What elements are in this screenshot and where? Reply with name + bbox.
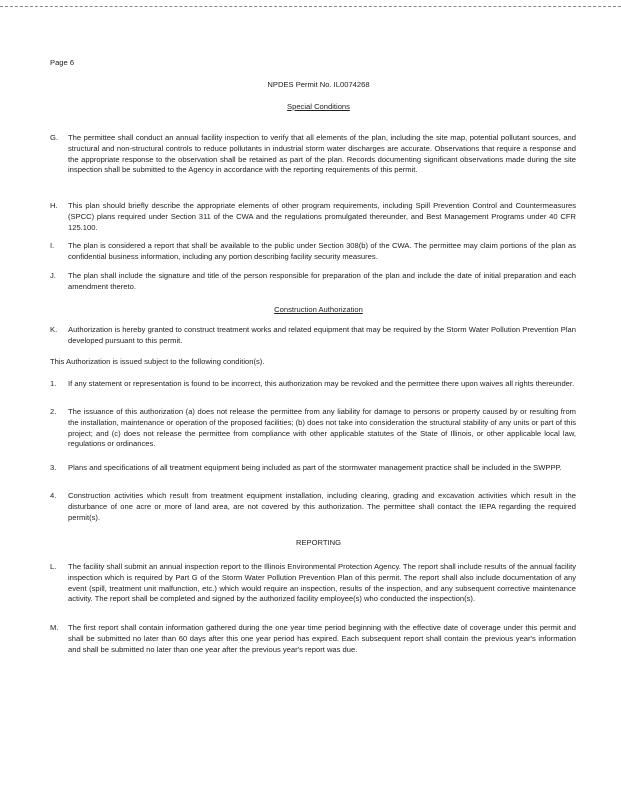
- item-text: The first report shall contain information gathered during the one year time period beginning with the effective date of coverage under this permit and shall be submitted no later than 60 days after this one year period has expired. Each subsequent report shall contain the previous year's information and shall be submitted no later than one year after the previous year's report was due.: [68, 623, 576, 654]
- item-text: Plans and specifications of all treatment equipment being included as part of the stormwater management practice shall be included in the SWPPP.: [68, 463, 562, 472]
- condition-m: [50, 623, 576, 655]
- item-text: The permittee shall conduct an annual facility inspection to verify that all elements of the plan, including the site map, potential pollutant sources, and structural and non-structural controls to reduce pollutants in industrial storm water discharges are accurate. Observations that require a response and the appropriate response to the observation shall be retained as part of the plan. Records documenting significant observations made during the site inspection shall be submitted to the Agency in accordance with the reporting requirements of this permit.: [68, 133, 576, 175]
- numbered-condition-1: [50, 379, 576, 390]
- permit-header: NPDES Permit No. IL0074268: [267, 80, 370, 89]
- item-label: 3.: [50, 463, 57, 472]
- item-label: H.: [50, 201, 58, 210]
- section-special-conditions: Special Conditions: [287, 102, 350, 111]
- condition-g: [50, 133, 576, 176]
- item-text: If any statement or representation is found to be incorrect, this authorization may be revoked and the permittee there upon waives all rights thereunder.: [68, 379, 575, 388]
- item-text: The issuance of this authorization (a) does not release the permittee from any liability for damage to persons or property caused by or resulting from the installation, maintenance or operation of the proposed facilities; (b) does not take into consideration the structural stability of any units or part of this project; and (c) does not release the permittee from compliance with other applicable statutes of the State of Illinois, or other applicable local law, regulations or ordinances.: [68, 407, 576, 449]
- page-label: Page 6: [50, 58, 75, 67]
- item-label: 4.: [50, 491, 57, 500]
- item-label: 1.: [50, 379, 57, 388]
- condition-k: [50, 325, 576, 347]
- scan-edge-line: [0, 6, 621, 7]
- item-text: Authorization is hereby granted to construct treatment works and related equipment that may be required by the Storm Water Pollution Prevention Plan developed pursuant to this permit.: [68, 325, 576, 345]
- authorization-intro: This Authorization is issued subject to the following condition(s).: [50, 357, 265, 366]
- item-label: G.: [50, 133, 59, 142]
- section-construction-authorization: Construction Authorization: [274, 305, 363, 314]
- item-label: K.: [50, 325, 58, 334]
- condition-l: [50, 562, 576, 605]
- item-label: L.: [50, 562, 57, 571]
- item-label: M.: [50, 623, 59, 632]
- numbered-condition-4: [50, 491, 576, 523]
- numbered-condition-3: [50, 463, 576, 474]
- numbered-condition-2: [50, 407, 576, 450]
- item-label: J.: [50, 271, 56, 280]
- item-text: The facility shall submit an annual inspection report to the Illinois Environmental Protection Agency. The report shall include results of the annual facility inspection which is required by Part G of the Storm Water Pollution Prevention Plan of this permit. The report shall also include documentation of any event (spill, treatment unit malfunction, etc.) which would require an inspection, results of the inspection, and any subsequent corrective maintenance activity. The report shall be completed and signed by the authorized facility employee(s) who conducted the inspection(s).: [68, 562, 576, 604]
- section-reporting: REPORTING: [295, 538, 341, 547]
- condition-i: [50, 241, 576, 263]
- item-label: 2.: [50, 407, 57, 416]
- item-text: The plan shall include the signature and title of the person responsible for preparation of the plan and include the date of initial preparation and each amendment thereto.: [68, 271, 576, 291]
- condition-h: [50, 201, 576, 233]
- item-text: The plan is considered a report that shall be available to the public under Section 308(b) of the CWA. The permittee may claim portions of the plan as confidential business information, including any portion describing facility security measures.: [68, 241, 576, 261]
- item-text: This plan should briefly describe the appropriate elements of other program requirements, including Spill Prevention Control and Countermeasures (SPCC) plans required under Section 311 of the CWA and the regulations promulgated thereunder, and Best Management Programs under 40 CFR 125.100.: [68, 201, 576, 232]
- item-label: I.: [50, 241, 55, 250]
- item-text: Construction activities which result from treatment equipment installation, including clearing, grading and excavation activities which result in the disturbance of one acre or more of land area, are not covered by this authorization. The permittee shall contact the IEPA regarding the required permit(s).: [68, 491, 576, 522]
- condition-j: [50, 271, 576, 293]
